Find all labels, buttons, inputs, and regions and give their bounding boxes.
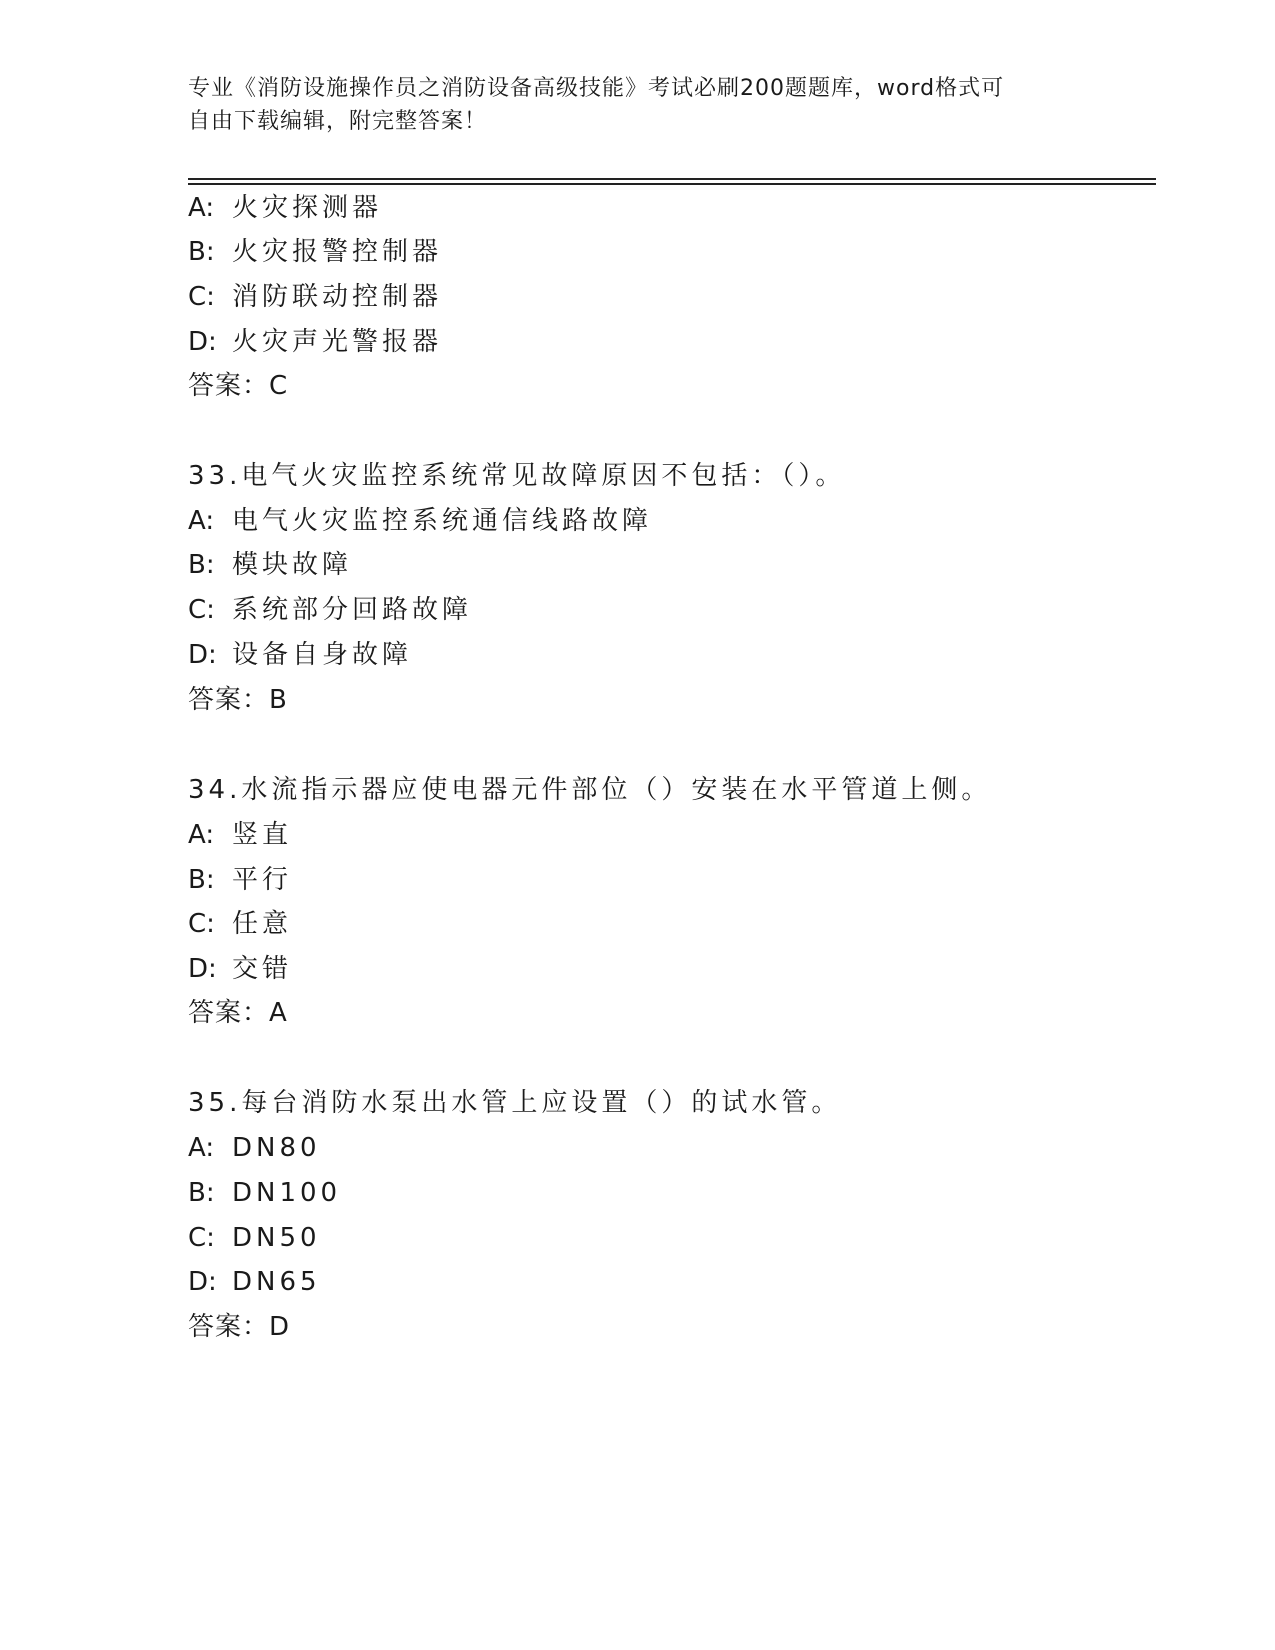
q33-option-d: D: 设备自身故障 [188, 640, 413, 670]
q34-option-d: D: 交错 [188, 954, 293, 984]
q32-option-a: A: 火灾探测器 [188, 193, 383, 223]
document-header [188, 72, 1088, 138]
q33-option-c: C: 系统部分回路故障 [188, 595, 473, 625]
q34-stem: 34.水流指示器应使电器元件部位（）安装在水平管道上侧。 [188, 775, 992, 805]
q32-option-d: D: 火灾声光警报器 [188, 327, 443, 357]
q34-option-c: C: 任意 [188, 909, 293, 939]
q35-option-d: D: DN65 [188, 1267, 321, 1297]
header-line-1: 专业《消防设施操作员之消防设备高级技能》考试必刷200题题库，word格式可 [188, 76, 1005, 101]
q33-answer: 答案：B [188, 685, 288, 715]
q33-option-a: A: 电气火灾监控系统通信线路故障 [188, 506, 653, 536]
header-divider-bottom [188, 183, 1156, 185]
q35-option-b: B: DN100 [188, 1178, 342, 1208]
header-line-2: 自由下载编辑，附完整答案！ [188, 109, 488, 134]
q35-answer: 答案：D [188, 1312, 291, 1342]
q33-option-b: B: 模块故障 [188, 550, 353, 580]
q34-option-a: A: 竖直 [188, 820, 293, 850]
q34-option-b: B: 平行 [188, 865, 293, 895]
q32-option-b: B: 火灾报警控制器 [188, 237, 443, 267]
q34-answer: 答案：A [188, 998, 288, 1028]
header-divider-top [188, 178, 1156, 180]
q33-stem: 33.电气火灾监控系统常见故障原因不包括：（）。 [188, 461, 846, 491]
q32-answer: 答案：C [188, 371, 289, 401]
q35-stem: 35.每台消防水泵出水管上应设置（）的试水管。 [188, 1088, 842, 1118]
q35-option-a: A: DN80 [188, 1133, 321, 1163]
q32-option-c: C: 消防联动控制器 [188, 282, 443, 312]
q35-option-c: C: DN50 [188, 1223, 321, 1253]
